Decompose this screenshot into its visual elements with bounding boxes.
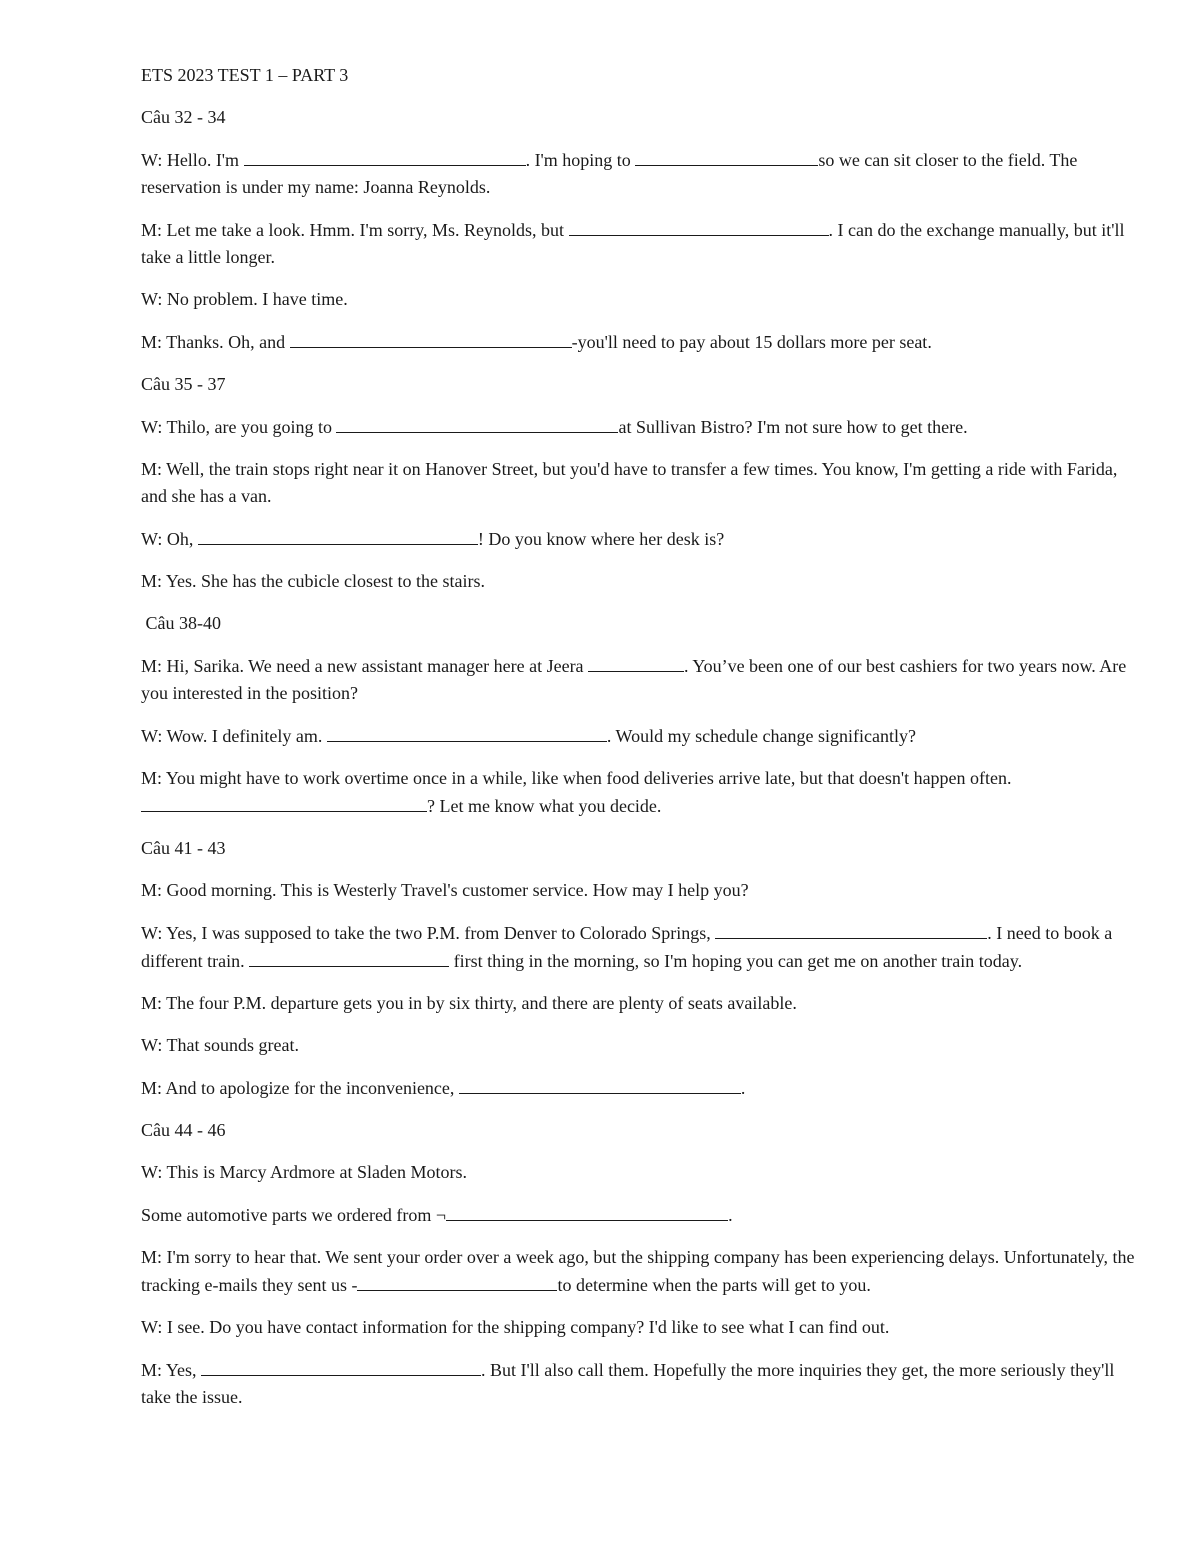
dialogue-line — [141, 413, 1141, 441]
answer-blank — [141, 792, 427, 812]
line-text: M: I'm sorry to hear that. We sent your order over a week ago, but the shipping company has been experiencing delays. Unfortunately, the tracking e-mails they sent us - — [141, 1247, 1135, 1295]
section-heading-32-34: Câu 32 - 34 — [141, 107, 226, 127]
answer-blank — [244, 146, 526, 166]
line-text: first thing in the morning, so I'm hoping you can get me on another train today. — [449, 951, 1023, 971]
line-text: . I'm hoping to — [525, 150, 636, 170]
answer-blank — [290, 328, 572, 348]
line-text: ? Let me know what you decide. — [427, 796, 662, 816]
line-text: M: Thanks. Oh, and — [141, 332, 290, 352]
answer-blank — [201, 1356, 481, 1376]
section-heading-44-46: Câu 44 - 46 — [141, 1120, 226, 1140]
line-text: -you'll need to pay about 15 dollars more per seat. — [571, 332, 932, 352]
line-text: . You’ve been one of our best cashiers for two years now. Are you interested in the position? — [141, 656, 1127, 703]
line-text: so we can sit closer to the field. The reservation is under my name: Joanna Reynolds. — [141, 150, 1078, 197]
dialogue-line — [141, 652, 1141, 707]
dialogue-line — [141, 765, 1141, 820]
answer-blank — [569, 216, 829, 236]
line-text: ! Do you know where her desk is? — [477, 529, 725, 549]
answer-blank — [588, 652, 684, 672]
line-text: M: Hi, Sarika. We need a new assistant manager here at Jeera — [141, 656, 589, 676]
line-text: . But I'll also call them. Hopefully the more inquiries they get, the more seriously they'll take the issue. — [141, 1360, 1115, 1407]
document-title: ETS 2023 TEST 1 – PART 3 — [141, 65, 349, 85]
section-heading-38-40: Câu 38-40 — [141, 613, 221, 633]
dialogue-line — [141, 525, 1141, 553]
line-text: W: Wow. I definitely am. — [141, 726, 327, 746]
dialogue-line — [141, 146, 1141, 201]
dialogue-line — [141, 216, 1141, 271]
line-text: to determine when the parts will get to you. — [557, 1275, 871, 1295]
line-text: W: Oh, — [141, 529, 198, 549]
line-text: W: Hello. I'm — [141, 150, 244, 170]
line-text: M: Let me take a look. Hmm. I'm sorry, Ms. Reynolds, but — [141, 220, 569, 240]
dialogue-line: M: Yes. She has the cubicle closest to the stairs. — [141, 571, 485, 591]
line-text: . I need to book a different train. — [141, 923, 1113, 971]
dialogue-line: W: That sounds great. — [141, 1035, 299, 1055]
line-text: . Would my schedule change significantly? — [606, 726, 916, 746]
answer-blank — [459, 1074, 741, 1094]
line-text: . I can do the exchange manually, but it'll take a little longer. — [141, 220, 1125, 267]
dialogue-line — [141, 328, 1141, 356]
dialogue-line: W: This is Marcy Ardmore at Sladen Motors. — [141, 1162, 467, 1182]
dialogue-line — [141, 722, 1141, 750]
dialogue-line: W: I see. Do you have contact information for the shipping company? I'd like to see what I can find out. — [141, 1317, 890, 1337]
line-text: . — [740, 1078, 746, 1098]
line-text: Some automotive parts we ordered from ¬ — [141, 1205, 447, 1225]
answer-blank — [198, 525, 478, 545]
dialogue-line — [141, 919, 1141, 975]
line-text: M: You might have to work overtime once in a while, like when food deliveries arrive late, but that doesn't happen often. — [141, 768, 1012, 788]
line-text: . — [728, 1205, 733, 1225]
answer-blank — [715, 919, 987, 939]
dialogue-line: M: The four P.M. departure gets you in by six thirty, and there are plenty of seats available. — [141, 993, 797, 1013]
line-text: M: Yes, — [141, 1360, 202, 1380]
answer-blank — [249, 947, 449, 967]
answer-blank — [357, 1271, 557, 1291]
line-text: M: And to apologize for the inconvenience, — [141, 1078, 459, 1098]
line-text: at Sullivan Bistro? I'm not sure how to get there. — [618, 417, 968, 437]
dialogue-line: M: Good morning. This is Westerly Travel's customer service. How may I help you? — [141, 880, 749, 900]
dialogue-line — [141, 1201, 1141, 1229]
dialogue-line — [141, 1244, 1141, 1299]
line-text: W: Yes, I was supposed to take the two P.M. from Denver to Colorado Springs, — [141, 923, 716, 943]
answer-blank — [446, 1201, 728, 1221]
dialogue-line — [141, 1074, 1141, 1102]
dialogue-line — [141, 1356, 1141, 1411]
line-text: W: Thilo, are you going to — [141, 417, 337, 437]
dialogue-line: M: Well, the train stops right near it on Hanover Street, but you'd have to transfer a few times. You know, I'm getting a ride with Farida, and she has a van. — [141, 459, 1118, 506]
answer-blank — [336, 413, 618, 433]
answer-blank — [635, 146, 818, 166]
dialogue-line: W: No problem. I have time. — [141, 289, 348, 309]
document-page — [141, 62, 1141, 1426]
section-heading-41-43: Câu 41 - 43 — [141, 838, 226, 858]
answer-blank — [327, 722, 607, 742]
section-heading-35-37: Câu 35 - 37 — [141, 374, 226, 394]
